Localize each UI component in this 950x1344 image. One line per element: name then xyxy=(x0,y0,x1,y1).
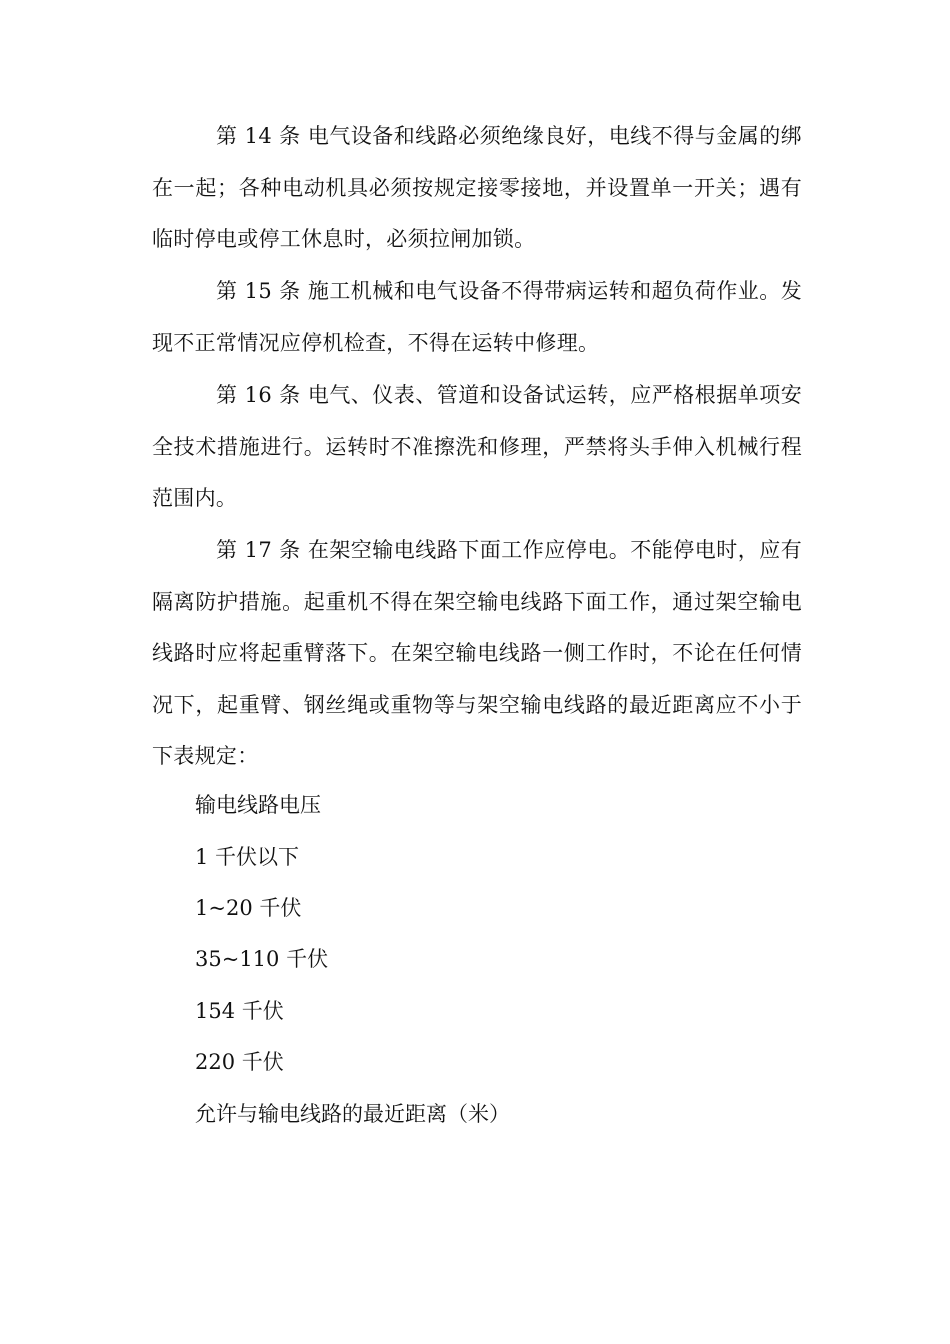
voltage-row-35-110kv: 35~110 千伏 xyxy=(195,947,329,971)
table-header-voltage: 输电线路电压 xyxy=(195,793,321,817)
article-17-paragraph: 第 17 条 在架空输电线路下面工作应停电。不能停电时，应有隔离防护措施。起重机不得在架空输电线路下面工作，通过架空输电线路时应将起重臂落下。在架空输电线路一侧工作时，不论在任何情况下，起重臂、钢丝绳或重物等与架空输电线路的最近距离应不小于下表规定： xyxy=(152,538,802,768)
table-header-distance: 允许与输电线路的最近距离（米） xyxy=(195,1102,510,1126)
voltage-row-below-1kv: 1 千伏以下 xyxy=(195,845,300,869)
article-16-paragraph: 第 16 条 电气、仪表、管道和设备试运转，应严格根据单项安全技术措施进行。运转时不准擦洗和修理，严禁将头手伸入机械行程范围内。 xyxy=(152,383,802,510)
voltage-row-154kv: 154 千伏 xyxy=(195,999,284,1023)
voltage-row-220kv: 220 千伏 xyxy=(195,1050,284,1074)
article-15-paragraph: 第 15 条 施工机械和电气设备不得带病运转和超负荷作业。发现不正常情况应停机检查，不得在运转中修理。 xyxy=(152,279,802,355)
voltage-row-1-20kv: 1~20 千伏 xyxy=(195,896,302,920)
article-14-paragraph: 第 14 条 电气设备和线路必须绝缘良好，电线不得与金属的绑在一起；各种电动机具必须按规定接零接地，并设置单一开关；遇有临时停电或停工休息时，必须拉闸加锁。 xyxy=(152,124,802,251)
